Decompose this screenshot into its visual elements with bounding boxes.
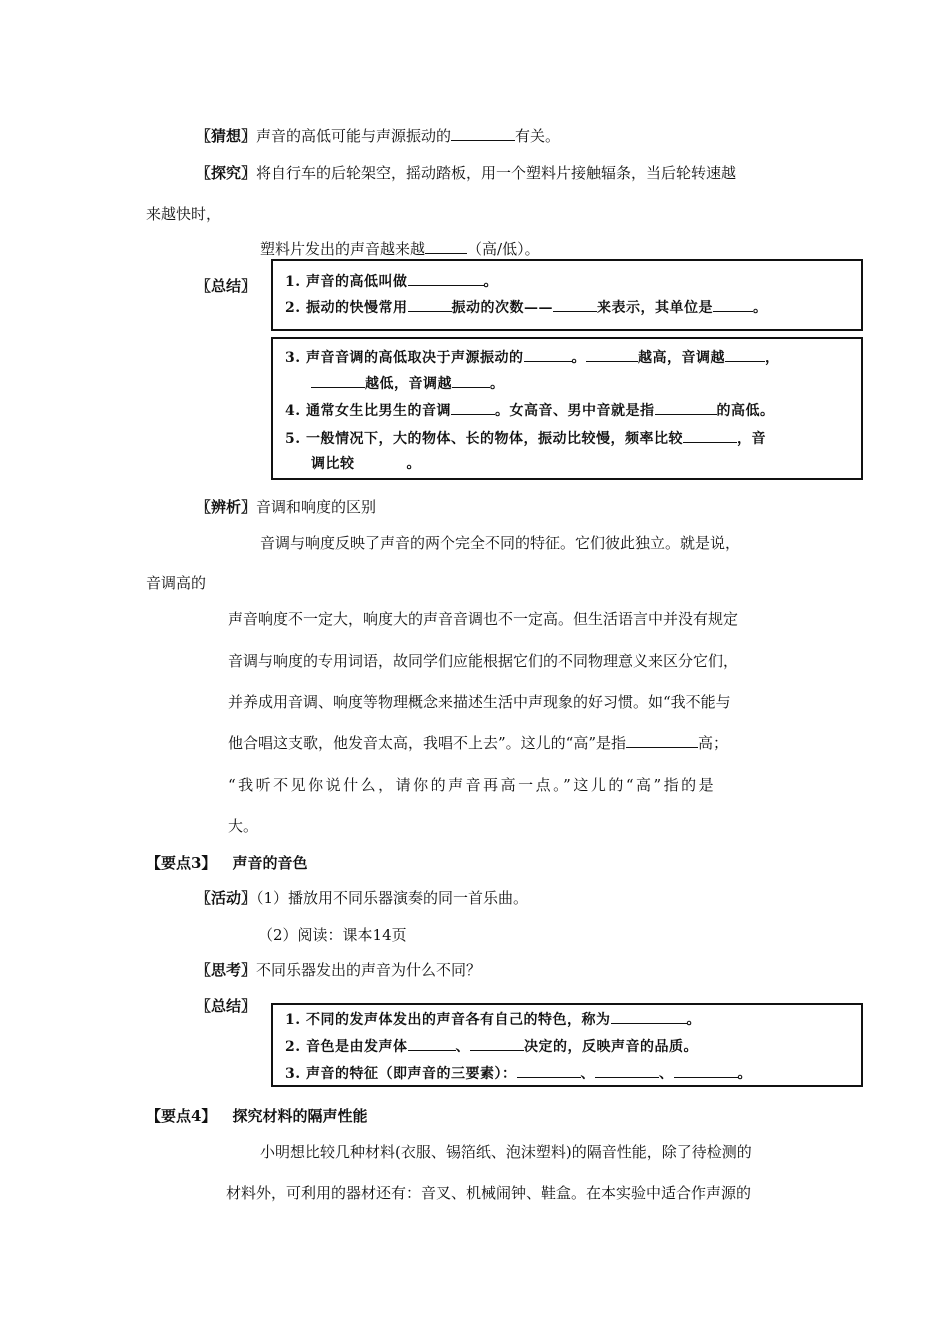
point3-blank-2[interactable] [408,1036,456,1051]
analysis-p3: 声音响度不一定大，响度大的声音音调也不一定高。但生活语言中并没有规定 [228,610,739,628]
explore-tag: 〖探究〗 [196,164,257,182]
point3-label: 【要点3】 [146,854,217,872]
summary2-blank-7[interactable] [655,400,717,415]
point4-p1: 小明想比较几种材料(衣服、锡箔纸、泡沫塑料)的隔音性能，除了待检测的 [260,1143,752,1161]
summary2-item-5-cont [311,454,421,474]
summary2-item-4 [285,400,775,421]
summary2-item-5-c: 调比较 [311,456,355,472]
summary2-blank-3[interactable] [725,347,765,362]
point3-s3-b: 、 [580,1066,595,1082]
analysis-p1: 音调与响度反映了声音的两个完全不同的特征。它们彼此独立。就是说， [260,534,741,552]
point3-blank-6[interactable] [674,1063,738,1078]
point3-summary-tag: 〖总结〗 [196,997,257,1015]
summary1-item-2-d: 。 [753,300,768,316]
summary1-item-2-c: 来表示，其单位是 [597,300,713,316]
summary1-item-2-a: 2. 振动的快慢常用 [285,300,408,316]
guess-line [196,126,560,146]
summary2-blank-8[interactable] [683,428,737,443]
analysis-p6 [228,733,728,753]
analysis-p6-text: 他合唱这支歌，他发音太高，我唱不上去”。这儿的“高”是指 [228,734,627,752]
summary2-item-4-a: 4. 通常女生比男生的音调 [285,403,451,419]
explore-line-1 [196,163,736,183]
point3-summary-item-2 [285,1036,698,1057]
summary2-blank-6[interactable] [451,400,495,415]
summary2-item-5 [285,428,766,449]
explore-text-3: 塑料片发出的声音越来越 [260,240,426,258]
summary1-item-2-b: 振动的次数—— [451,300,553,316]
point3-blank-1[interactable] [611,1009,687,1024]
summary2-item-3-d: ， [765,350,780,366]
think-tag: 〖思考〗 [196,961,257,979]
point4-label: 【要点4】 [146,1107,217,1125]
point3-activity-2: （2）阅读：课本14页 [258,926,407,944]
point4-heading [146,1106,367,1126]
explore-text-1: 将自行车的后轮架空，摇动踏板，用一个塑料片接触辐条，当后轮转速越 [256,164,737,182]
summary2-item-4-b: 。女高音、男中音就是指 [495,403,655,419]
summary2-item-3-c: 越高，音调越 [638,350,725,366]
analysis-line [196,497,376,517]
point3-blank-5[interactable] [595,1063,659,1078]
summary2-blank-1[interactable] [524,347,572,362]
summary2-box [271,337,863,480]
summary2-item-5-a: 5. 一般情况下，大的物体、长的物体，振动比较慢，频率比较 [285,431,683,447]
point3-s3-d: 。 [737,1066,752,1082]
summary2-blank-4[interactable] [311,373,365,388]
explore-blank[interactable] [425,239,467,254]
point3-s3-c: 、 [659,1066,674,1082]
think-text: 不同乐器发出的声音为什么不同？ [256,961,482,979]
explore-line-3 [260,239,540,259]
summary2-item-5-b: ，音 [737,431,766,447]
analysis-p7: “我听不见你说什么，请你的声音再高一点。”这儿的“高”指的是 [228,776,717,794]
summary2-blank-5[interactable] [452,373,490,388]
analysis-p5: 并养成用音调、响度等物理概念来描述生活中声现象的好习惯。如“我不能与 [228,693,731,711]
summary1-blank-3[interactable] [553,297,597,312]
summary2-item-3-b: 。 [571,350,586,366]
summary2-blank-2[interactable] [586,347,638,362]
analysis-p6-end: 高； [698,734,729,752]
analysis-p2: 音调高的 [146,574,207,592]
guess-blank[interactable] [451,126,515,141]
summary2-item-3-f: 。 [490,376,505,392]
analysis-title: 音调和响度的区别 [256,498,377,516]
explore-text-3-after: （高/低）。 [467,240,540,258]
summary2-item-3 [285,347,780,368]
guess-text-after: 有关。 [515,127,561,145]
point3-s2-a: 2. 音色是由发声体 [285,1039,408,1055]
summary1-blank-2[interactable] [408,297,452,312]
analysis-blank-1[interactable] [626,733,698,748]
point3-title: 声音的音色 [232,854,308,872]
summary2-item-5-d: 。 [406,456,421,472]
summary1-item-1 [285,271,498,292]
summary1-item-2 [285,297,768,318]
point3-think [196,960,481,980]
point3-s2-b: 、 [455,1039,470,1055]
point3-summary-item-3 [285,1063,752,1084]
analysis-tag: 〖辨析〗 [196,498,257,516]
point3-blank-3[interactable] [470,1036,524,1051]
point3-s2-c: 决定的，反映声音的品质。 [524,1039,698,1055]
activity-text-1: （1）播放用不同乐器演奏的同一首乐曲。 [256,889,529,907]
point3-s1-text: 1. 不同的发声体发出的声音各有自己的特色，称为 [285,1012,611,1028]
point3-s1-end: 。 [686,1012,701,1028]
point3-activity-1 [196,888,528,908]
point3-s3-a: 3. 声音的特征（即声音的三要素）： [285,1066,517,1082]
point3-blank-4[interactable] [517,1063,581,1078]
analysis-p4: 音调与响度的专用词语，故同学们应能根据它们的不同物理意义来区分它们， [228,652,739,670]
activity-tag: 〖活动〗 [196,889,257,907]
guess-text: 声音的高低可能与声源振动的 [256,127,452,145]
summary1-box [271,259,863,331]
point3-summary-item-1 [285,1009,701,1030]
analysis-p8: 大。 [228,817,259,835]
guess-tag: 〖猜想〗 [196,127,257,145]
summary1-item-1-text: 1. 声音的高低叫做 [285,274,408,290]
point4-p2: 材料外，可利用的器材还有：音叉、机械闹钟、鞋盒。在本实验中适合作声源的 [226,1184,752,1202]
summary2-item-3-cont [311,373,505,394]
summary2-item-3-a: 3. 声音音调的高低取决于声源振动的 [285,350,524,366]
point3-heading [146,853,307,873]
summary1-item-1-end: 。 [483,274,498,290]
summary2-item-4-c: 的高低。 [716,403,775,419]
summary2-item-3-e: 越低，音调越 [365,376,452,392]
summary1-blank-1[interactable] [408,271,484,286]
explore-line-2: 来越快时， [146,205,222,223]
point3-summary-box [271,1003,863,1087]
summary1-tag: 〖总结〗 [196,277,257,295]
point4-title: 探究材料的隔声性能 [232,1107,368,1125]
summary1-blank-4[interactable] [713,297,753,312]
